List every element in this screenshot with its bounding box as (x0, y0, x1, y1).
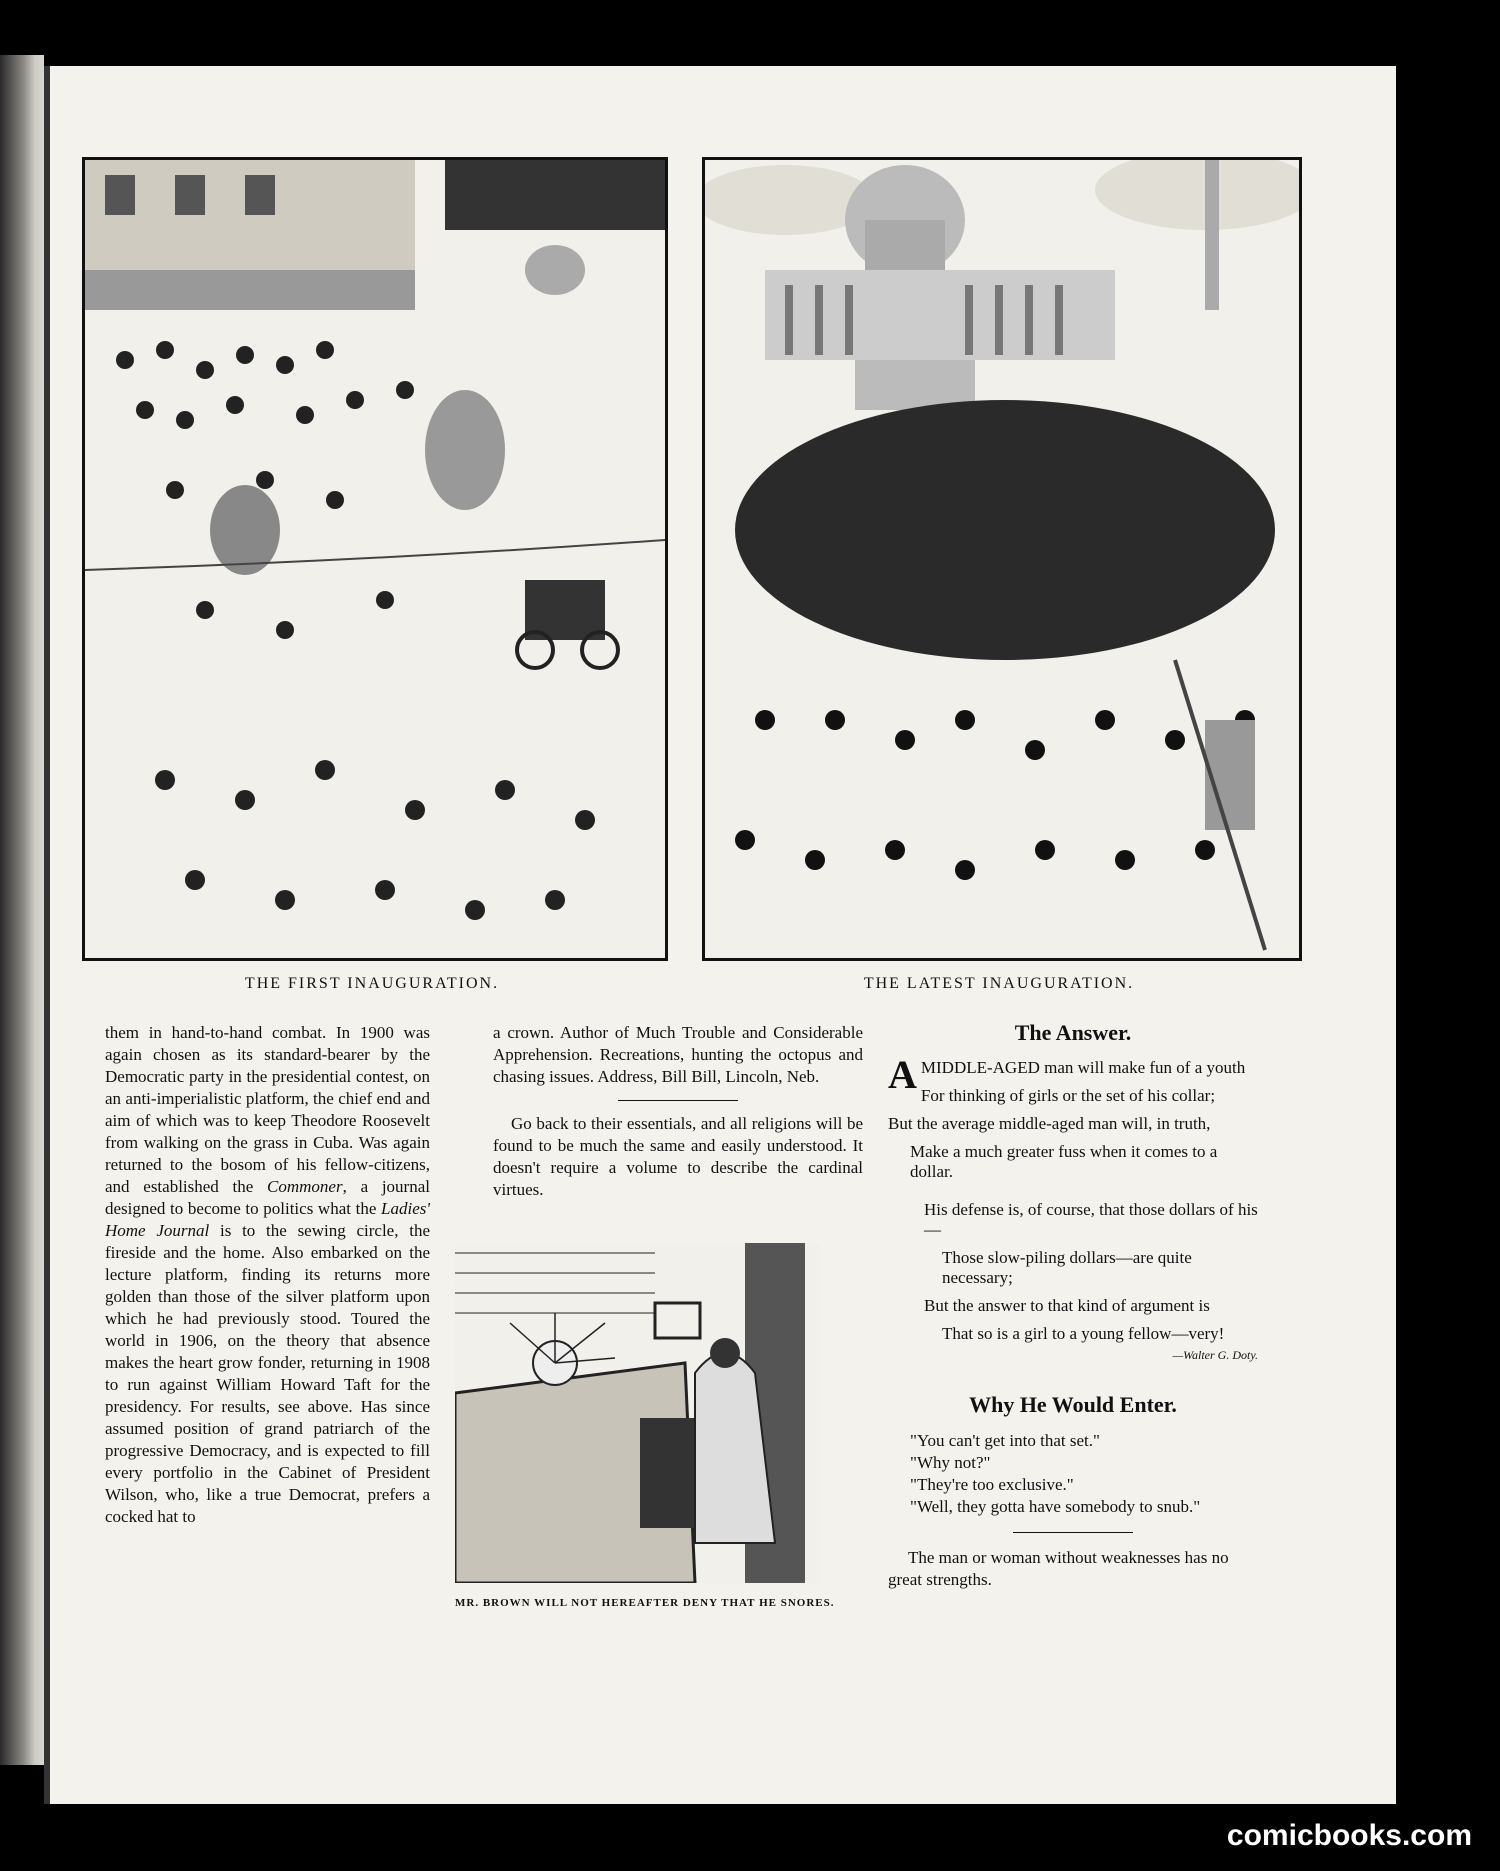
latest-inauguration-caption: THE LATEST INAUGURATION. (863, 975, 1135, 992)
ladies-home-journal-title: Ladies' Home Journal (105, 1199, 430, 1240)
answer-poem (888, 1052, 1258, 1344)
article-column-1 (105, 1022, 430, 1528)
poem-line: But the answer to that kind of argument is (924, 1296, 1210, 1315)
first-inauguration-illustration (82, 157, 668, 961)
dialogue (888, 1430, 1258, 1518)
divider (1013, 1532, 1133, 1533)
closing-paragraph: The man or woman without weaknesses has no great strengths. (888, 1548, 1229, 1589)
poem-credit: —Walter G. Doty. (1172, 1348, 1258, 1362)
commoner-title: Commoner (267, 1177, 343, 1196)
answer-heading: The Answer. (1014, 1020, 1132, 1045)
dialogue-line: "Why not?" (910, 1453, 991, 1472)
page-gutter (44, 66, 50, 1804)
poem-line: MIDDLE-AGED man will make fun of a youth (920, 1058, 1246, 1077)
poem-line: That so is a girl to a young fellow—very! (942, 1324, 1225, 1343)
poem-line: For thinking of girls or the set of his collar; (920, 1086, 1216, 1105)
article-column-3 (888, 1022, 1258, 1591)
poem-line: Those slow-piling dollars—are quite necessary; (942, 1248, 1192, 1287)
first-inauguration-caption: THE FIRST INAUGURATION. (244, 975, 500, 992)
poem-line: Make a much greater fuss when it comes to a dollar. (910, 1142, 1218, 1181)
latest-inauguration-illustration (702, 157, 1302, 961)
divider (618, 1100, 738, 1101)
article-paragraph: them in hand-to-hand combat. In 1900 was again chosen as its standard-bearer by the Democratic party in the presidential contest, on an anti-imperialistic platform, the chief end and aim of which was to keep Theodore Roosevelt from walking on the grass in Cuba. Was again returned to the bosom of his fellow-citizens, and established the Commoner, a journal designed to become to politics what the Ladies' Home Journal is to the sewing circle, the fireside and the home. Also embarked on the lecture platform, finding its returns more golden than those of the silver platform upon which he had previously stood. Toured the world in 1906, on the theory that absence makes the heart grow fonder, returning in 1908 to run against William Howard Taft for the presidency. For results, see above. Has since assumed position of grand patriarch of the progressive Democracy, and is expected to fill every portfolio in the Cabinet of President Wilson, who, like a true Democrat, prefers a cocked hat to (105, 1023, 430, 1526)
article-column-2 (493, 1022, 863, 1201)
snoring-caption: MR. BROWN WILL NOT HEREAFTER DENY THAT HE SNORES. (455, 1597, 835, 1609)
dialogue-line: "Well, they gotta have somebody to snub." (910, 1497, 1201, 1516)
drop-cap: A (888, 1052, 917, 1097)
dialogue-line: "They're too exclusive." (910, 1475, 1074, 1494)
dialogue-line: "You can't get into that set." (910, 1431, 1100, 1450)
why-he-would-enter-heading: Why He Would Enter. (969, 1392, 1177, 1417)
snoring-illustration (455, 1243, 820, 1583)
essentials-paragraph: Go back to their essentials, and all religions will be found to be much the same and easily understood. It doesn't require a volume to describe the cardinal virtues. (493, 1114, 863, 1199)
poem-line: But the average middle-aged man will, in truth, (888, 1114, 1211, 1133)
watermark: comicbooks.com (1226, 1819, 1472, 1852)
facing-page-edge (0, 55, 44, 1765)
article-paragraph-continued: a crown. Author of Much Trouble and Considerable Apprehension. Recreations, hunting the octopus and chasing issues. Address, Bill Bill, Lincoln, Neb. (493, 1023, 863, 1086)
poem-line: His defense is, of course, that those dollars of his— (924, 1200, 1258, 1239)
